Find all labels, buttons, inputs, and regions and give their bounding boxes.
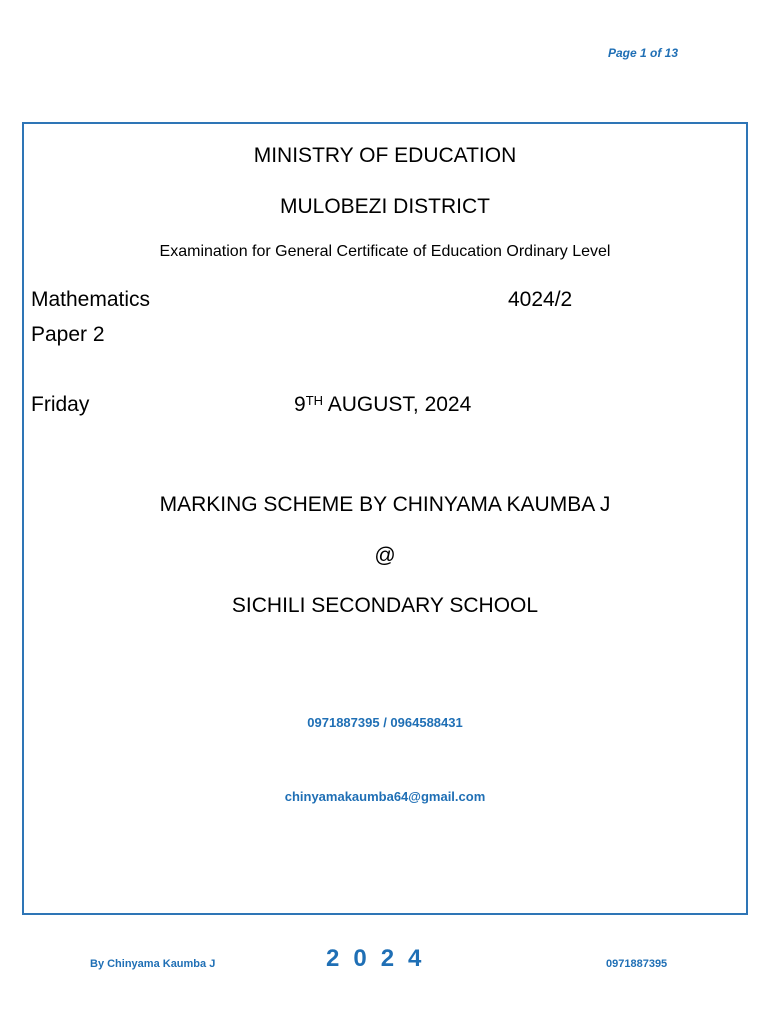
paper-label: Paper 2 — [31, 323, 105, 346]
cover-frame — [22, 122, 748, 915]
marking-scheme-title: MARKING SCHEME BY CHINYAMA KAUMBA J — [159, 493, 611, 516]
ministry-title: MINISTRY OF EDUCATION — [253, 144, 517, 167]
exam-day: Friday — [31, 393, 90, 416]
phone-numbers: 0971887395 / 0964588431 — [307, 715, 463, 730]
footer-year: 2024 — [326, 945, 436, 972]
school-name: SICHILI SECONDARY SCHOOL — [231, 594, 539, 617]
date-rest: AUGUST, 2024 — [327, 393, 472, 416]
date-day: 9 — [294, 393, 306, 416]
district-title: MULOBEZI DISTRICT — [279, 195, 490, 218]
email-address: chinyamakaumba64@gmail.com — [284, 789, 486, 804]
footer-author: By Chinyama Kaumba J — [90, 958, 216, 970]
paper-code: 4024/2 — [508, 288, 573, 311]
page-number: Page 1 of 13 — [607, 46, 678, 60]
exam-date — [294, 393, 471, 417]
at-symbol: @ — [374, 544, 396, 567]
footer-phone: 0971887395 — [606, 958, 668, 970]
subject-label: Mathematics — [31, 288, 151, 311]
exam-title: Examination for General Certificate of Education Ordinary Level — [159, 243, 611, 260]
date-suffix: TH — [305, 393, 324, 408]
